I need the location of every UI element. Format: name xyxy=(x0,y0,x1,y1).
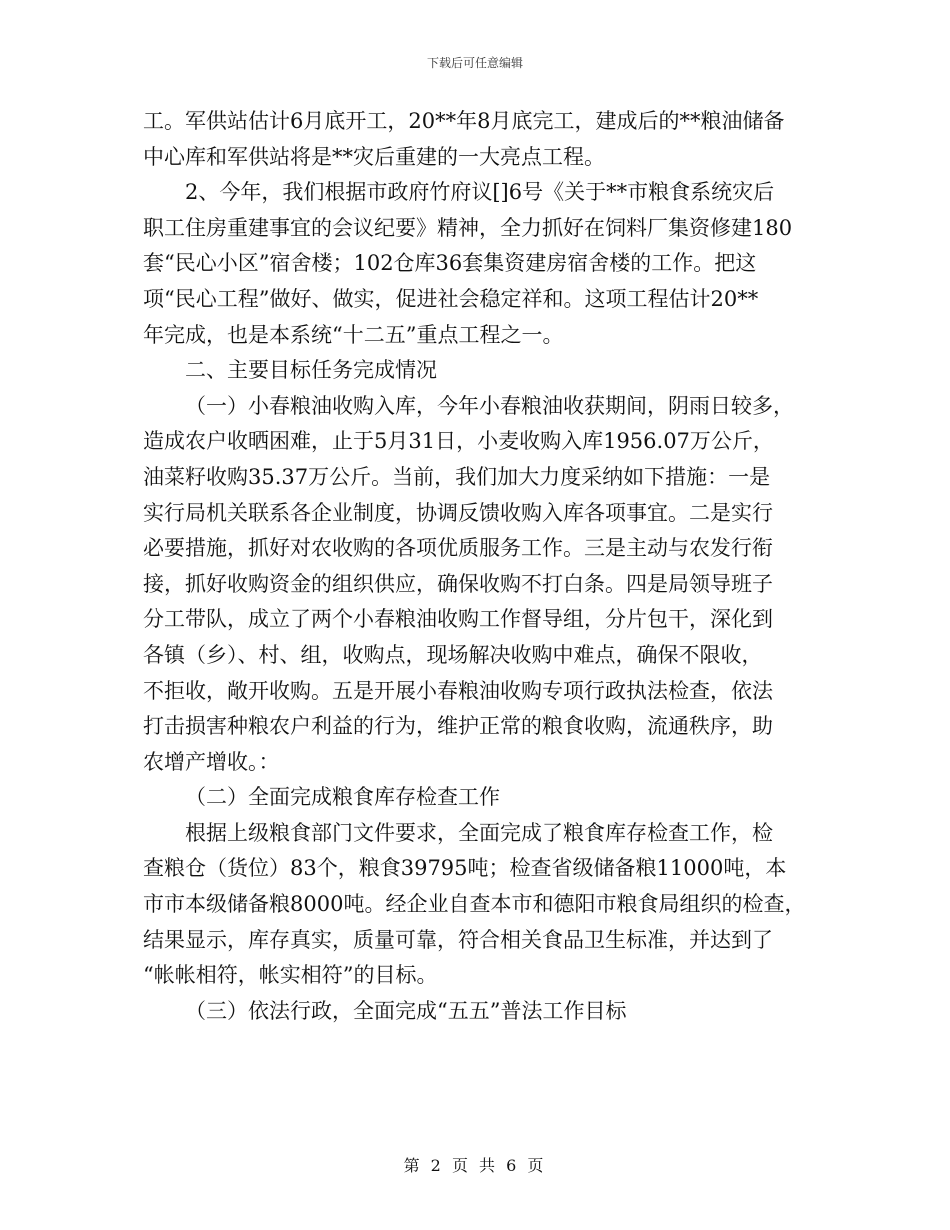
text-line: 根据上级粮食部门文件要求，全面完成了粮食库存检查工作，检 xyxy=(185,820,773,845)
text-line: 油菜籽收购35.37万公斤。当前，我们加大力度采纳如下措施：一是 xyxy=(143,464,771,489)
document-body xyxy=(143,104,823,1029)
text-line: 分工带队，成立了两个小春粮油收购工作督导组，分片包干，深化到 xyxy=(143,607,773,632)
text-line: 实行局机关联系各企业制度，协调反馈收购入库各项事宜。二是实行 xyxy=(143,500,773,525)
text-line: 打击损害种粮农户利益的行为，维护正常的粮食收购，流通秩序，助 xyxy=(143,714,773,739)
text-line: 结果显示，库存真实，质量可靠，符合相关食品卫生标准，并达到了 xyxy=(143,927,773,952)
text-line: 造成农户收晒困难，止于5月31日，小麦收购入库1956.07万公斤， xyxy=(143,429,774,454)
text-line: 市市本级储备粮8000吨。经企业自查本市和德阳市粮食局组织的检查， xyxy=(143,892,806,917)
text-line: 查粮仓（货位）83个，粮食39795吨；检查省级储备粮11000吨，本 xyxy=(143,856,787,881)
page-header: 下载后可任意编辑 xyxy=(426,56,523,70)
text-line: 职工住房重建事宜的会议纪要》精神，全力抓好在饲料厂集资修建180 xyxy=(143,215,793,240)
text-line: （一）小春粮油收购入库，今年小春粮油收获期间，阴雨日较多， xyxy=(185,393,794,418)
page-footer: 第 2 页 共 6 页 xyxy=(403,1156,547,1175)
text-line: 不拒收，敞开收购。五是开展小春粮油收购专项行政执法检查，依法 xyxy=(143,678,773,703)
text-line: 中心库和军供站将是**灾后重建的一大亮点工程。 xyxy=(143,144,605,169)
text-line: 项“民心工程”做好、做实，促进社会稳定祥和。这项工程估计20** xyxy=(143,286,759,311)
text-line: 农增产增收。： xyxy=(143,749,280,774)
text-line: 必要措施，抓好对农收购的各项优质服务工作。三是主动与农发行衔 xyxy=(143,536,773,561)
text-line: 接，抓好收购资金的组织供应，确保收购不打白条。四是局领导班子 xyxy=(143,571,773,596)
text-line: 2、今年，我们根据市政府竹府议[]6号《关于**市粮食系统灾后 xyxy=(185,180,775,205)
text-line: （三）依法行政，全面完成“五五”普法工作目标 xyxy=(185,998,627,1023)
text-line: 套“民心小区”宿舍楼；102仓库36套集资建房宿舍楼的工作。把这 xyxy=(143,251,757,276)
text-line: “帐帐相符，帐实相符”的目标。 xyxy=(143,963,438,988)
text-line: （二）全面完成粮食库存检查工作 xyxy=(185,785,500,810)
text-line: 各镇（乡）、村、组，收购点，现场解决收购中难点，确保不限收， xyxy=(143,642,763,667)
text-line: 二、主要目标任务完成情况 xyxy=(185,358,437,383)
text-line: 工。军供站估计6月底开工，20**年8月底完工，建成后的**粮油储备 xyxy=(143,109,785,133)
text-line: 年完成，也是本系统“十二五”重点工程之一。 xyxy=(143,322,564,347)
